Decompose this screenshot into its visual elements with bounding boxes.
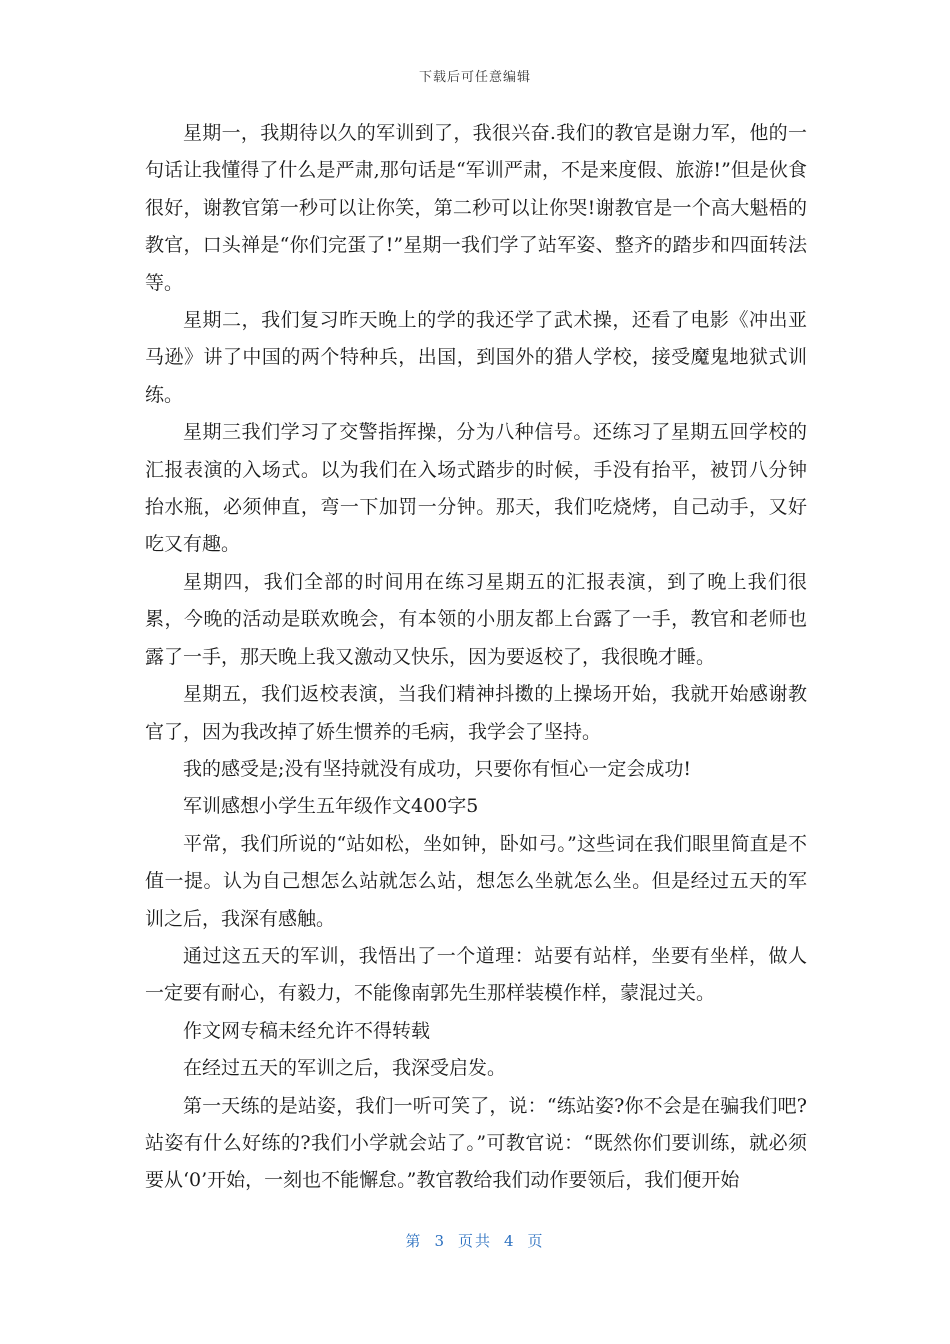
paragraph-lesson: 通过这五天的军训，我悟出了一个道理：站要有站样，坐要有坐样，做人一定要有耐心，有毅力，不能像南郭先生那样装模作样，蒙混过关。 bbox=[145, 944, 807, 1005]
paragraph-monday: 星期一，我期待以久的军训到了，我很兴奋.我们的教官是谢力军，他的一句话让我懂得了什么是严肃,那句话是“军训严肃，不是来度假、旅游!”但是伙食很好，谢教官第一秒可以让你笑，第二秒可以让你哭!谢教官是一个高大魁梧的教官，口头禅是“你们完蛋了!”星期一我们学了站军姿、整齐的踏步和四面转法等。 bbox=[145, 122, 807, 294]
footer-prefix: 第 bbox=[405, 1232, 423, 1250]
copyright-note: 作文网专稿未经允许不得转载 bbox=[183, 1019, 431, 1042]
page-footer bbox=[0, 1230, 950, 1251]
paragraph-feeling: 我的感受是;没有坚持就没有成功，只要你有恒心一定会成功! bbox=[183, 757, 692, 780]
paragraph-friday: 星期五，我们返校表演，当我们精神抖擞的上操场开始，我就开始感谢教官了，因为我改掉了娇生惯养的毛病，我学会了坚持。 bbox=[145, 683, 807, 743]
footer-current-page: 3 bbox=[434, 1232, 446, 1250]
paragraph-thursday: 星期四，我们全部的时间用在练习星期五的汇报表演，到了晚上我们很累，今晚的活动是联欢晚会，有本领的小朋友都上台露了一手，教官和老师也露了一手，那天晚上我又激动又快乐，因为要返校了，我很晚才睡。 bbox=[145, 570, 807, 668]
paragraph-first-day: 第一天练的是站姿，我们一听可笑了，说：“练站姿?你不会是在骗我们吧?站姿有什么好练的?我们小学就会站了。”可教官说：“既然你们要训练，就必须要从‘0’开始，一刻也不能懈怠。”教官教给我们动作要领后，我们便开始 bbox=[145, 1094, 807, 1192]
paragraph-tuesday: 星期二，我们复习昨天晚上的学的我还学了武术操，还看了电影《冲出亚马逊》讲了中国的两个特种兵，出国，到国外的猎人学校，接受魔鬼地狱式训练。 bbox=[145, 309, 807, 406]
essay-title: 军训感想小学生五年级作文400字5 bbox=[183, 795, 479, 818]
footer-suffix: 页 bbox=[527, 1232, 545, 1250]
paragraph-wednesday: 星期三我们学习了交警指挥操，分为八种信号。还练习了星期五回学校的汇报表演的入场式。以为我们在入场式踏步的时候，手没有抬平，被罚八分钟抬水瓶，必须伸直，弯一下加罚一分钟。那天，我们吃烧烤，自己动手，又好吃又有趣。 bbox=[145, 421, 807, 556]
paragraph-inspired: 在经过五天的军训之后，我深受启发。 bbox=[183, 1057, 507, 1080]
paragraph-intro: 平常，我们所说的“站如松，坐如钟，卧如弓。”这些词在我们眼里简直是不值一提。认为自己想怎么站就怎么站，想怎么坐就怎么坐。但是经过五天的军训之后，我深有感触。 bbox=[145, 832, 807, 930]
document-body bbox=[145, 115, 807, 1200]
footer-total-pages: 4 bbox=[504, 1232, 516, 1250]
footer-middle: 页共 bbox=[457, 1232, 492, 1250]
page-header: 下载后可任意编辑 bbox=[418, 70, 531, 85]
